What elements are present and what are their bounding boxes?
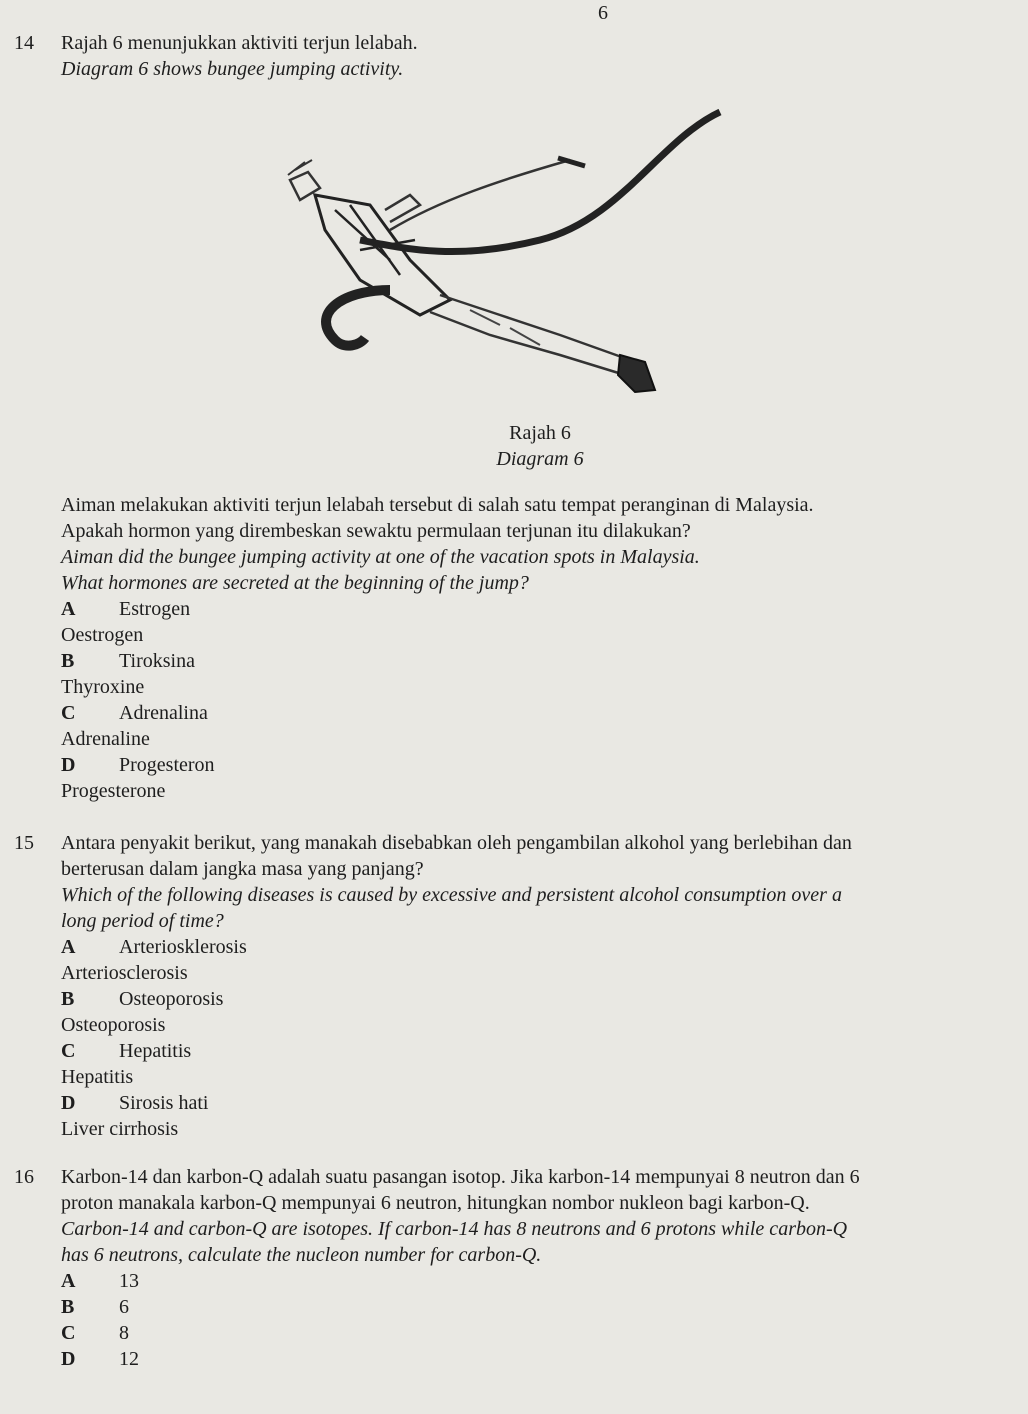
option-letter: B	[61, 1296, 75, 1318]
option-letter: C	[61, 702, 76, 724]
harness-loop	[326, 290, 390, 346]
q16-options	[61, 1268, 1014, 1372]
question-number: 14	[14, 32, 34, 54]
safety-line	[390, 160, 570, 230]
q14-options	[61, 596, 1014, 804]
q16-text-ms-1: Karbon-14 dan karbon-Q adalah suatu pasangan isotop. Jika karbon-14 mempunyai 8 neutron dan 6	[61, 1166, 860, 1188]
caption-ms: Rajah 6	[509, 422, 571, 444]
jumper-arm	[385, 195, 420, 222]
q15-text-ms-2: berterusan dalam jangka masa yang panjang?	[61, 858, 424, 880]
option-ms: Hepatitis	[119, 1040, 192, 1062]
option-value: 13	[119, 1270, 139, 1292]
q14-text-ms-1: Aiman melakukan aktiviti terjun lelabah tersebut di salah satu tempat peranginan di Malaysia.	[61, 494, 814, 516]
option-letter: A	[61, 936, 76, 958]
jumper-legs	[430, 295, 630, 375]
option-en: Liver cirrhosis	[61, 1118, 179, 1140]
option-c[interactable]	[61, 1038, 1014, 1090]
option-en: Oestrogen	[61, 624, 144, 646]
q15-text-ms-1: Antara penyakit berikut, yang manakah disebabkan oleh pengambilan alkohol yang berlebihan dan	[61, 832, 852, 854]
option-a[interactable]	[61, 1268, 1014, 1294]
option-a[interactable]	[61, 934, 1014, 986]
option-en: Osteoporosis	[61, 1014, 166, 1036]
figure-caption	[440, 420, 640, 472]
question-number: 15	[14, 832, 34, 854]
bungee-rope	[360, 112, 720, 252]
option-letter: B	[61, 650, 75, 672]
question-14	[14, 30, 1014, 82]
option-en: Adrenaline	[61, 728, 150, 750]
option-d[interactable]	[61, 752, 1014, 804]
option-ms: Osteoporosis	[119, 988, 224, 1010]
option-d[interactable]	[61, 1346, 1014, 1372]
option-value: 8	[119, 1322, 129, 1344]
question-14-body	[14, 492, 1014, 804]
option-ms: Progesteron	[119, 754, 215, 776]
option-ms: Adrenalina	[119, 702, 208, 724]
q14-text-en-2: What hormones are secreted at the beginning of the jump?	[61, 572, 529, 594]
q14-intro-en: Diagram 6 shows bungee jumping activity.	[61, 58, 404, 80]
caption-en: Diagram 6	[496, 448, 584, 470]
q16-text-en-2: has 6 neutrons, calculate the nucleon number for carbon-Q.	[61, 1244, 542, 1266]
option-b[interactable]	[61, 1294, 1014, 1320]
option-c[interactable]	[61, 1320, 1014, 1346]
option-letter: A	[61, 1270, 76, 1292]
question-16	[14, 1164, 1014, 1372]
q14-text-ms-2: Apakah hormon yang dirembeskan sewaktu permulaan terjunan itu dilakukan?	[61, 520, 691, 542]
q14-text-en-1: Aiman did the bungee jumping activity at one of the vacation spots in Malaysia.	[61, 546, 700, 568]
question-number: 16	[14, 1166, 34, 1188]
option-en: Hepatitis	[61, 1066, 134, 1088]
option-ms: Arteriosklerosis	[119, 936, 247, 958]
option-letter: C	[61, 1040, 76, 1062]
option-ms: Tiroksina	[119, 650, 195, 672]
q15-options	[61, 934, 1014, 1142]
option-d[interactable]	[61, 1090, 1014, 1142]
option-letter: D	[61, 1348, 76, 1370]
option-en: Arteriosclerosis	[61, 962, 188, 984]
option-c[interactable]	[61, 700, 1014, 752]
question-15	[14, 830, 1014, 1142]
option-ms: Estrogen	[119, 598, 191, 620]
q14-intro-ms: Rajah 6 menunjukkan aktiviti terjun lelabah.	[61, 32, 418, 54]
option-en: Progesterone	[61, 780, 166, 802]
option-value: 12	[119, 1348, 139, 1370]
q15-text-en-2: long period of time?	[61, 910, 224, 932]
option-value: 6	[119, 1296, 129, 1318]
jumper-feet	[618, 355, 655, 392]
q15-text-en-1: Which of the following diseases is caused by excessive and persistent alcohol consumption over a	[61, 884, 842, 906]
option-ms: Sirosis hati	[119, 1092, 209, 1114]
option-letter: C	[61, 1322, 76, 1344]
q16-text-ms-2: proton manakala karbon-Q mempunyai 6 neutron, hitungkan nombor nukleon bagi karbon-Q.	[61, 1192, 810, 1214]
option-letter: D	[61, 754, 76, 776]
bungee-jumping-diagram	[240, 100, 740, 420]
option-en: Thyroxine	[61, 676, 145, 698]
page-number: 6	[598, 2, 608, 24]
option-letter: D	[61, 1092, 76, 1114]
option-letter: A	[61, 598, 76, 620]
option-letter: B	[61, 988, 75, 1010]
option-b[interactable]	[61, 648, 1014, 700]
option-a[interactable]	[61, 596, 1014, 648]
jumper-torso	[315, 195, 450, 315]
option-b[interactable]	[61, 986, 1014, 1038]
q16-text-en-1: Carbon-14 and carbon-Q are isotopes. If carbon-14 has 8 neutrons and 6 protons while carbon-Q	[61, 1218, 848, 1240]
